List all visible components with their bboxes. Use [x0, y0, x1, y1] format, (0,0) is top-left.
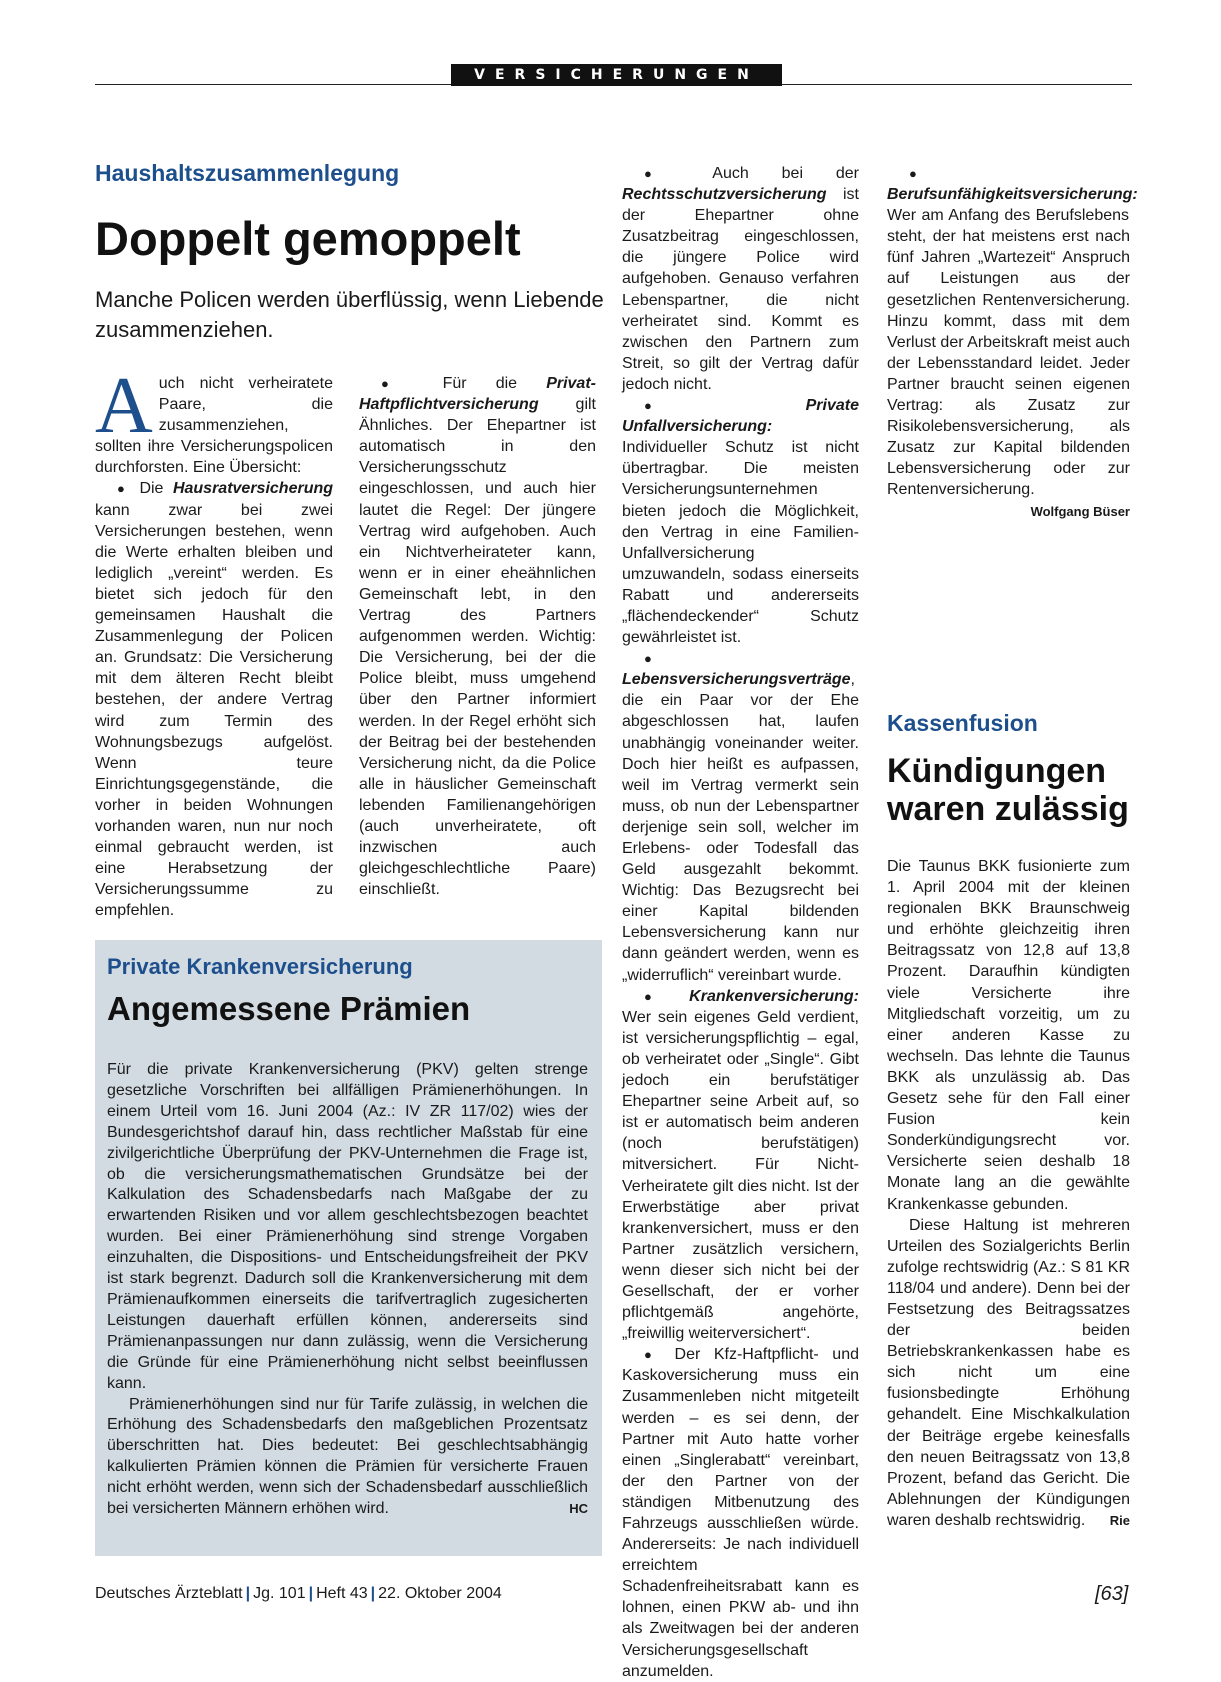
- article1-column-4: [887, 163, 1138, 522]
- article3-author: Rie: [1109, 1512, 1130, 1528]
- article1-headline: Doppelt gemoppelt: [95, 212, 521, 265]
- term-hausrat: Hausratversicherung: [172, 480, 334, 498]
- journal-issue: Heft 43: [316, 1585, 368, 1602]
- section-label: VERSICHERUNGEN: [451, 64, 782, 86]
- article1-author: Wolfgang Büser: [1030, 503, 1130, 519]
- term-berufsunfaehigkeit: Berufsunfähigkeitsversicherung:: [887, 186, 1138, 204]
- term-unfall: Private Unfallversicherung:: [622, 397, 859, 436]
- article1-paragraph: ● Berufsunfähigkeitsversicherung: Wer am Anfang des Berufslebens steht, der hat meistens erst nach fünf Jahren „Wartezeit“ Anspruch auf Leistungen aus der gesetzlichen Rentenversicherung. Hinzu kommt, dass mit dem Verlust der Arbeitskraft meist auch der Lebensstandard leidet. Jeder Partner braucht seinen eigenen Vertrag: als Zusatz zur Risikolebensversicherung, als Zusatz zur Kapital bildenden Lebensversicherung oder zur Rentenversicherung. Wolfgang Büser: [887, 163, 1130, 501]
- article2-paragraph: Prämienerhöhungen sind nur für Tarife zulässig, in welchen die Erhöhung des Schadensbedarfs den maßgeblichen Prozentsatz überschritten hat. Dies bedeutet: Bei geschlechtsabhängig kalkulierten Prämien können die Prämien für versicherte Frauen nicht erhöht werden, wenn sich der Schadensbedarf ausschließlich bei versicherten Männern erhöhen wird. HC: [107, 1395, 588, 1520]
- page-number: [63]: [1095, 1583, 1129, 1605]
- article2-author: HC: [569, 1501, 588, 1517]
- bullet-icon: ●: [644, 651, 652, 667]
- term-kranken: Krankenversicherung:: [689, 987, 859, 1005]
- article2-kicker: Private Krankenversicherung: [107, 954, 413, 979]
- article3-headline: Kündigungen waren zulässig: [887, 752, 1129, 828]
- bullet-icon: ●: [381, 376, 414, 391]
- article1-paragraph: ● Der Kfz-Haftpflicht- und Kaskoversicherung muss ein Zusammenleben nicht mitgeteilt werden – es sei denn, der Partner mit Auto hatte vorher einen „Singlerabatt“ vereinbart, der den Partner von der ständigen Mitbenutzung des Fahrzeugs ausschließen würde. Andererseits: Je nach individuell erreichtem Schadenfreiheitsrabatt kann es lohnen, einen PKW ab- und ihn als Zweitwagen bei der anderen Versicherungsgesellschaft anzumelden.: [622, 1346, 859, 1680]
- bullet-icon: ●: [644, 398, 727, 414]
- bullet-icon: ●: [644, 988, 669, 1004]
- article3-body: [887, 856, 1130, 1531]
- pkv-infobox: [95, 940, 602, 1556]
- term-leben: Lebensversicherungsverträge: [622, 671, 851, 689]
- article1-paragraph: ● Die Hausratversicherung kann zwar bei zwei Versicherungen bestehen, wenn die Werte erhalten bleiben und lediglich „vereint“ werden. Es bietet sich jedoch für den gemeinsamen Haushalt die Zusammenlegung der Policen an. Grundsatz: Die Versicherung mit dem älteren Recht bleibt bestehen, der andere Vertrag wird zum Termin des Wohnungsbezugs aufgelöst. Wenn teure Einrichtungsgegenstände, die vorher in beiden Wohnungen vorhanden waren, nun nur noch einmal gebraucht werden, ist eine Herabsetzung der Versicherungssumme zu empfehlen.: [95, 480, 334, 920]
- footer-citation: Deutsches Ärzteblatt | Jg. 101 | Heft 43 | 22. Oktober 2004: [95, 1585, 502, 1602]
- journal-date: 22. Oktober 2004: [378, 1585, 502, 1602]
- journal-volume: Jg. 101: [253, 1585, 306, 1602]
- article3-paragraph: Die Taunus BKK fusionierte zum 1. April 2004 mit der kleinen regionalen BKK Braunschweig und erhöhte gleichzeitig ihren Beitragssatz von 12,8 auf 13,8 Prozent. Daraufhin kündigten viele Versicherte ihre Mitgliedschaft vorzeitig, um zu einer anderen Kasse zu wechseln. Das lehnte die Taunus BKK als unzulässig ab. Das Gesetz sehe für den Fall einer Fusion kein Sonderkündigungsrecht vor. Versicherte seien deshalb 18 Monate lang an die gewählte Krankenkasse gebunden.: [887, 858, 1130, 1213]
- article1-paragraph: ● Krankenversicherung: Wer sein eigenes Geld verdient, ist versicherungspflichtig – egal, ob verheiratet oder „Single“. Gibt jedoch ein berufstätiger Ehepartner seine Arbeit auf, so ist er automatisch beim anderen (noch berufstätigen) mitversichert. Für Nicht-Verheiratete gilt dies nicht. Ist der Erwerbstätige aber privat krankenversichert, muss er den Partner zusätzlich versichern, wenn dieser sich nicht bei der Gesellschaft, der er vorher pflichtgemäß angehörte, „freiwillig weiterversichert“.: [622, 987, 859, 1343]
- dropcap: A: [95, 362, 153, 450]
- article1-column-1: [95, 362, 334, 921]
- article1-paragraph: ● Auch bei der Rechtsschutzversicherung ist der Ehepartner ohne Zusatzbeitrag eingeschlossen, die jüngere Police wird aufgehoben. Genauso verfahren Lebenspartner, die nicht verheiratet sind. Kommt es zwischen den Partnern zum Streit, so gilt der Vertrag dafür jedoch nicht.: [622, 165, 859, 393]
- article3-paragraph: Diese Haltung ist mehreren Urteilen des Sozialgerichts Berlin zufolge rechtswidrig (Az.: S 81 KR 118/04 und andere). Denn bei der Festsetzung des Beitragssatzes der beiden Betriebskrankenkassen habe es sich nicht um eine fusionsbedingte Erhöhung gehandelt. Eine Mischkalkulation der Beiträge ergebe keinesfalls den neuen Beitragssatz von 13,8 Prozent, befand das Gericht. Die Ablehnungen der Kündigungen waren deshalb rechtswidrig. Rie: [887, 1215, 1130, 1531]
- article1-kicker: Haushaltszusammenlegung: [95, 160, 400, 186]
- article1-column-3: [622, 163, 859, 1682]
- article1-paragraph: ● Private Unfallversicherung: Individueller Schutz ist nicht übertragbar. Die meisten Versicherungsunternehmen bieten jedoch die Möglichkeit, den Vertrag in eine Familien-Unfallversicherung umzuwandeln, sodass einerseits Rabatt und andererseits „flächendeckender“ Schutz gewährleistet ist.: [622, 397, 859, 647]
- article2-headline: Angemessene Prämien: [107, 990, 471, 1027]
- article1-paragraph: ● Für die Privat-Haftpflichtversicherung gilt Ähnliches. Der Ehepartner ist automatisch in den Versicherungsschutz eingeschlossen, und auch hier lautet die Regel: Der jüngere Vertrag wird aufgehoben. Auch ein Nichtverheirateter kann, wenn er in einer eheähnlichen Gemeinschaft lebt, in den Vertrag des Partners aufgenommen werden. Wichtig: Die Versicherung, bei der die Police bleibt, muss umgehend über den Partner informiert werden. In der Regel erhöht sich der Beitrag bei der bestehenden Versicherung nicht, da die Police alle in häuslicher Gemeinschaft lebenden Familienangehörigen (auch unverheiratete, oft inzwischen auch gleichgeschlechtliche Paare) einschließt.: [359, 375, 596, 899]
- term-rechtsschutz: Rechtsschutzversicherung: [622, 186, 827, 204]
- article2-paragraph: Für die private Krankenversicherung (PKV) gelten strenge gesetzliche Vorschriften bei allfälligen Prämienerhöhungen. In einem Urteil vom 16. Juni 2004 (Az.: IV ZR 117/02) wies der Bundesgerichtshof darauf hin, dass rechtlicher Maßstab für eine zivilgerichtliche Überprüfung der PKV-Unternehmen die Frage ist, ob die versicherungsmathematischen Grundsätze bei der Kalkulation des Schadensbedarfs nach Maßgabe der zu erwartenden Risiken und vor allem geschlechtsbezogen beachtet wurden. Bei einer Prämienerhöhung sind strenge Vorgaben einzuhalten, die Dispositions- und Entscheidungsfreiheit der PKV ist stark begrenzt. Dadurch soll die Krankenversicherung mit dem Prämienaufkommen einerseits die tarifvertraglich zugesicherten Leistungen dauerhaft erfüllen können, andererseits sind Prämienanpassungen nur dann zulässig, wenn die Versicherung die Gründe für eine Prämienerhöhung nicht selbst beeinflussen kann.: [107, 1061, 588, 1392]
- journal-name: Deutsches Ärzteblatt: [95, 1585, 243, 1602]
- article3-kicker: Kassenfusion: [887, 710, 1038, 736]
- bullet-icon: ●: [909, 166, 917, 181]
- bullet-icon: ●: [644, 166, 681, 181]
- article1-intro: uch nicht verheiratete Paare, die zusammenziehen, sollten ihre Versicherungspolicen durchforsten. Eine Übersicht:: [95, 375, 333, 477]
- article1-column-2: [359, 373, 596, 900]
- article2-body: [107, 1060, 588, 1520]
- article1-subhead: Manche Policen werden überflüssig, wenn Liebende zusammenziehen.: [95, 287, 604, 342]
- bullet-icon: ●: [644, 1347, 661, 1363]
- term-haftpflicht: Privat-Haftpflichtversicherung: [359, 375, 596, 414]
- article1-paragraph: ● Lebensversicherungsverträge, die ein Paar vor der Ehe abgeschlossen hat, laufen unabhängig voneinander weiter. Doch hier heißt es aufpassen, weil im Vertrag vermerkt sein muss, ob nun der Lebenspartner derjenige sein soll, welcher im Erlebens- oder Todesfall das Geld ausgezahlt bekommt. Wichtig: Das Bezugsrecht bei einer Kapital bildenden Lebensversicherung kann nur dann geändert werden, wenn es „widerruflich“ vereinbart wurde.: [622, 651, 859, 984]
- bullet-icon: ●: [117, 481, 130, 497]
